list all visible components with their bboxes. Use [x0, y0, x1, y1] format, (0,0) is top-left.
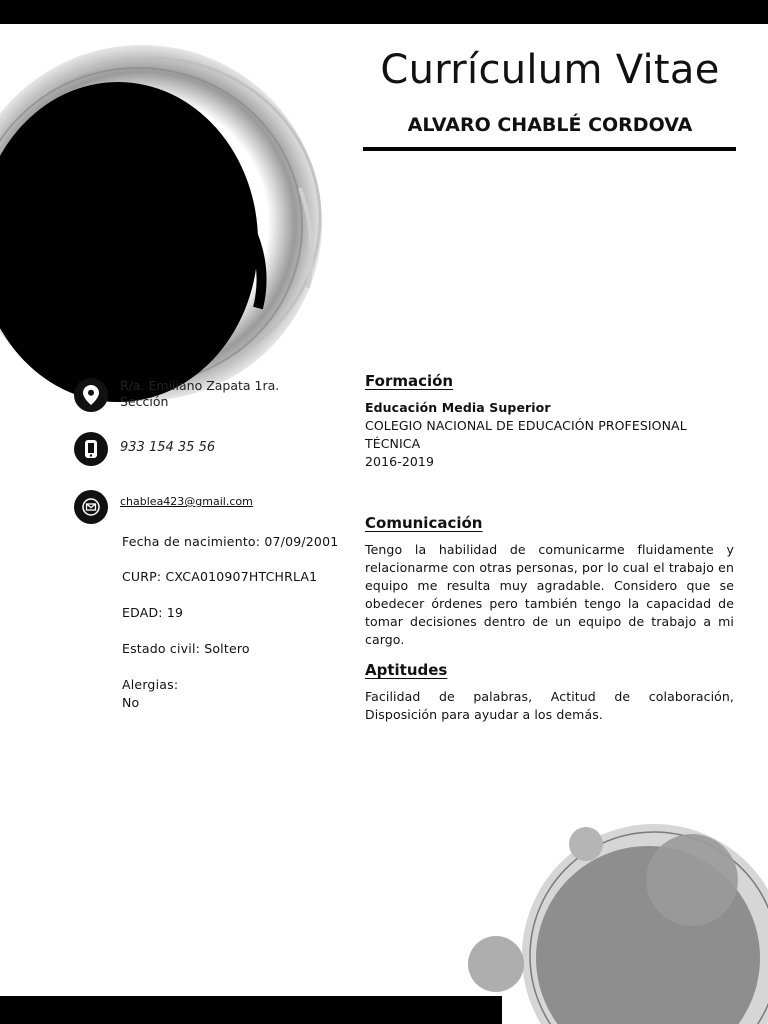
- candidate-name: ALVARO CHABLÉ CORDOVA: [407, 114, 693, 136]
- title-divider: [363, 147, 736, 151]
- decorative-bubbles: [462, 820, 768, 1024]
- birth-date: Fecha de nacimiento: 07/09/2001: [122, 534, 339, 549]
- contact-phone-row: [74, 432, 334, 466]
- civil-status: Estado civil: Soltero: [122, 641, 250, 656]
- page-title: Currículum Vitae: [380, 47, 720, 93]
- formacion-school: COLEGIO NACIONAL DE EDUCACIÓN PROFESIONAL TÉCNICA: [365, 418, 687, 451]
- allergies-label: Alergias:: [122, 677, 179, 692]
- contact-address-row: [74, 378, 334, 412]
- aptitudes-heading: Aptitudes: [365, 661, 448, 679]
- allergies-value: No: [122, 695, 140, 710]
- bottom-bar: [0, 996, 502, 1024]
- formacion-years: 2016-2019: [365, 454, 435, 469]
- top-bar: [0, 0, 768, 24]
- bubble-upper: [646, 834, 738, 926]
- comunicacion-heading: Comunicación: [365, 514, 483, 532]
- location-pin-icon: [74, 378, 108, 412]
- curp: CURP: CXCA010907HTCHRLA1: [122, 569, 318, 584]
- comunicacion-text: Tengo la habilidad de comunicarme fluidamente y relacionarme con otras personas, por lo cual el trabajo en equipo me resulta muy agradable. Considero que se obedecer órdenes pero también tengo la capacidad de tomar decisiones dentro de un equipo de trabajo a mi cargo.: [365, 542, 734, 647]
- contact-email-link[interactable]: chablea423@gmail.com: [120, 495, 253, 508]
- formacion-level: Educación Media Superior: [365, 400, 551, 415]
- aptitudes-text: Facilidad de palabras, Actitud de colaboración, Disposición para ayudar a los demás.: [365, 689, 734, 722]
- contact-address: R/a. Emiliano Zapata 1ra. Sección: [120, 378, 280, 409]
- phone-icon: [74, 432, 108, 466]
- contact-phone: 933 154 35 56: [120, 440, 216, 455]
- age: EDAD: 19: [122, 605, 184, 620]
- contact-email-row: [74, 490, 334, 524]
- profile-photo-frame: [0, 38, 330, 408]
- formacion-heading: Formación: [365, 372, 454, 390]
- mail-icon: [74, 490, 108, 524]
- bubble-left: [468, 936, 524, 992]
- bubble-small: [569, 827, 603, 861]
